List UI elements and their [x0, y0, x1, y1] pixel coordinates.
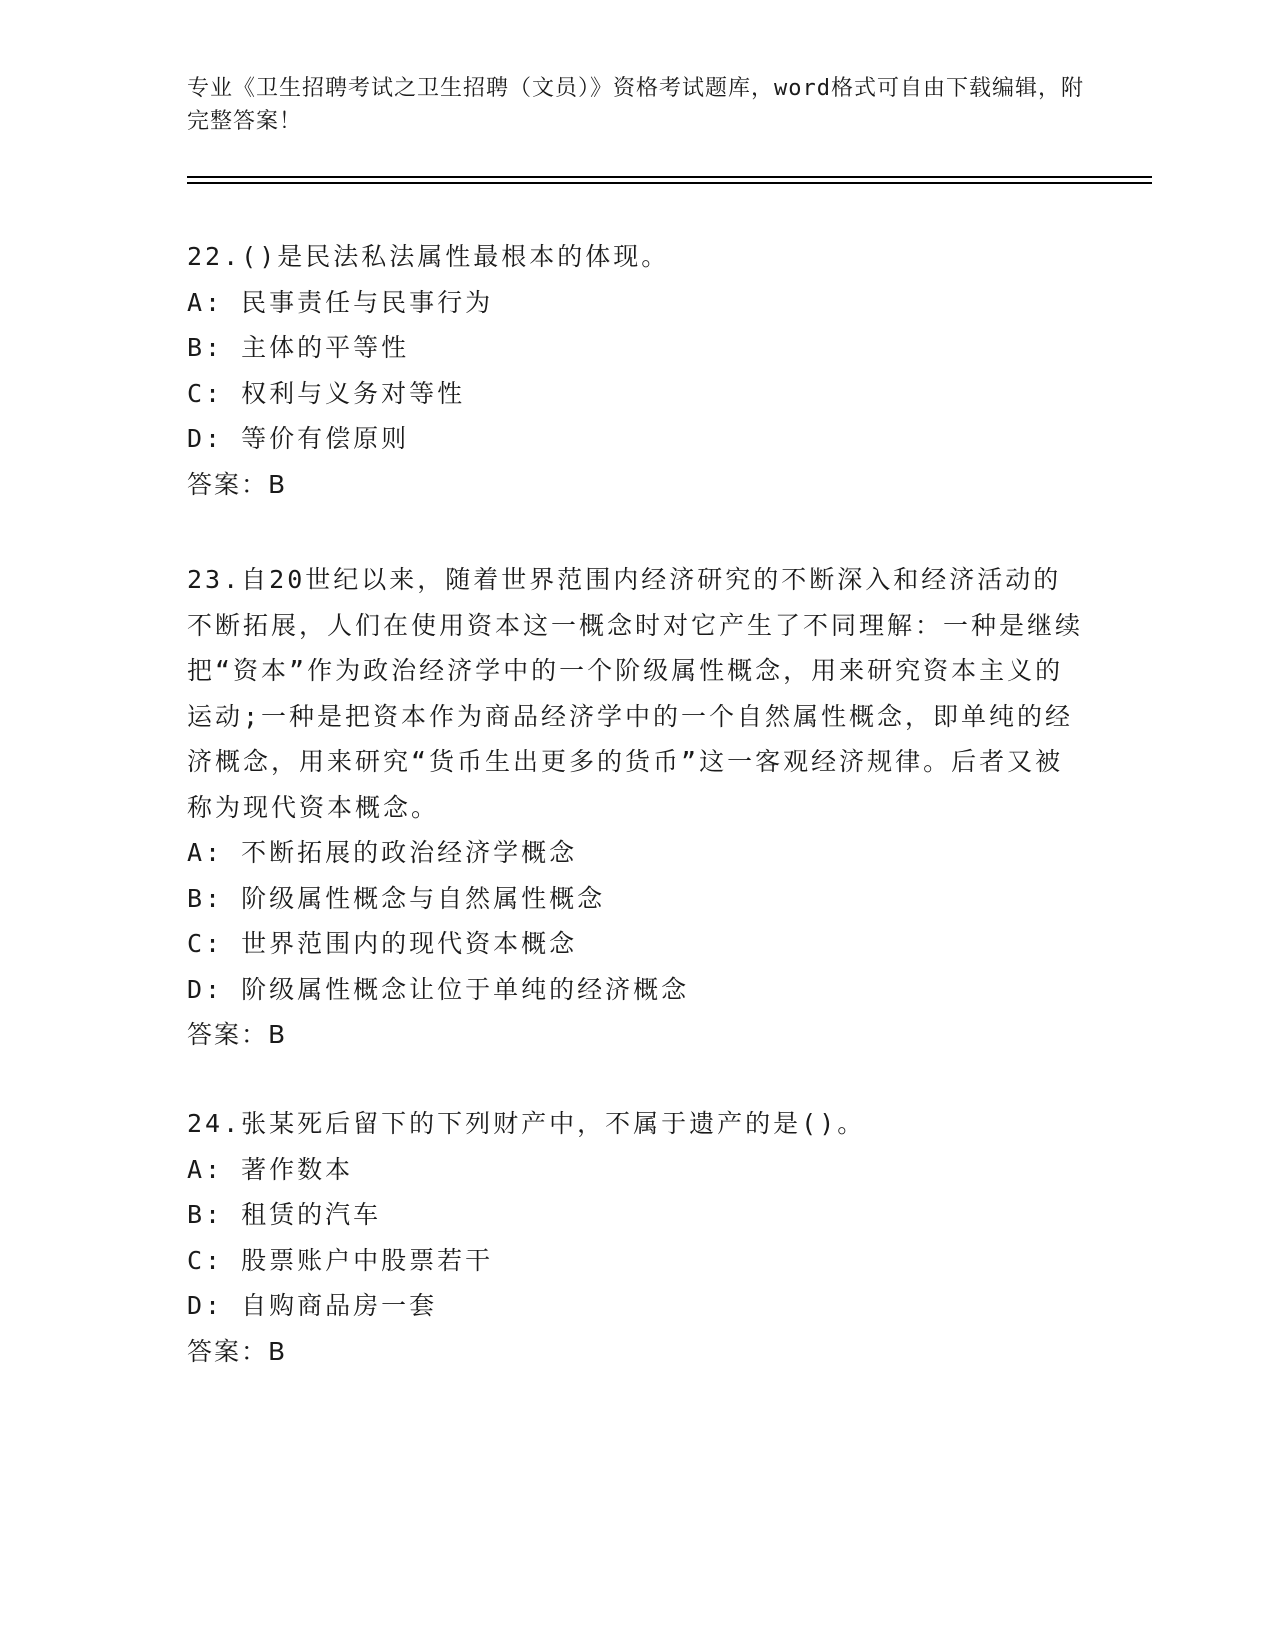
header-intro-text: 专业《卫生招聘考试之卫生招聘（文员）》资格考试题库，word格式可自由下载编辑，附完整答案！: [187, 76, 1084, 134]
header-divider-bottom: [187, 182, 1152, 184]
question-23: [187, 557, 1087, 1058]
option-a: A: 著作数本: [187, 1154, 354, 1184]
option-c: C: 世界范围内的现代资本概念: [187, 929, 578, 958]
answer-line: 答案：B: [187, 469, 288, 499]
question-22: [187, 234, 1087, 507]
option-d: D: 阶级属性概念让位于单纯的经济概念: [187, 974, 690, 1004]
option-a: A: 不断拓展的政治经济学概念: [187, 838, 578, 867]
option-b: B: 阶级属性概念与自然属性概念: [187, 883, 606, 913]
answer-line: 答案：B: [187, 1336, 288, 1366]
option-b: B: 租赁的汽车: [187, 1200, 382, 1229]
document-header: [187, 72, 1087, 138]
answer-line: 答案：B: [187, 1020, 288, 1049]
option-d: D: 等价有偿原则: [187, 424, 410, 453]
option-c: C: 权利与义务对等性: [187, 378, 466, 408]
option-d: D: 自购商品房一套: [187, 1291, 438, 1320]
header-divider-top: [187, 176, 1152, 178]
question-24: [187, 1101, 1087, 1374]
question-stem: 23.自20世纪以来，随着世界范围内经济研究的不断深入和经济活动的不断拓展，人们在使用资本这一概念时对它产生了不同理解：一种是继续把“资本”作为政治经济学中的一个阶级属性概念，用来研究资本主义的运动;一种是把资本作为商品经济学中的一个自然属性概念，即单纯的经济概念，用来研究“货币生出更多的货币”这一客观经济规律。后者又被称为现代资本概念。: [187, 565, 1084, 822]
question-stem: 24.张某死后留下的下列财产中，不属于遗产的是()。: [187, 1109, 866, 1138]
option-c: C: 股票账户中股票若干: [187, 1245, 494, 1275]
question-stem: 22.()是民法私法属性最根本的体现。: [187, 242, 670, 271]
option-b: B: 主体的平等性: [187, 333, 410, 362]
option-a: A: 民事责任与民事行为: [187, 287, 494, 317]
